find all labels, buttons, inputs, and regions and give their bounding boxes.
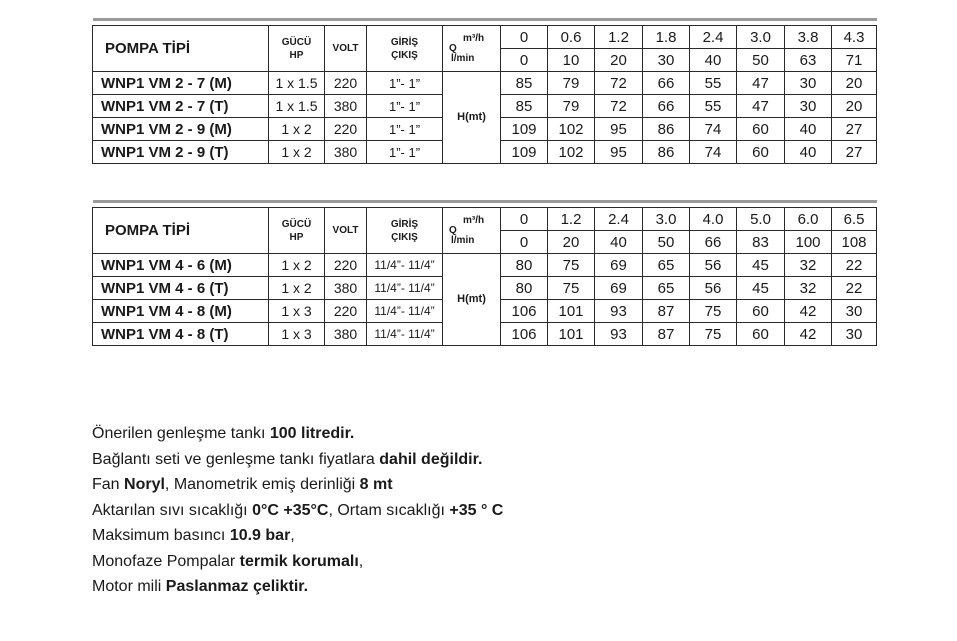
pump-table-vm2 (92, 18, 877, 164)
head-cell: 40 (785, 141, 832, 164)
head-cell: 87 (643, 323, 690, 346)
head-cell: 56 (690, 254, 737, 277)
model-cell: WNP1 VM 4 - 8 (M) (93, 300, 269, 323)
head-cell: 101 (548, 300, 595, 323)
flow-lmin-cell: 0 (501, 231, 548, 254)
note-line: Aktarılan sıvı sıcaklığı 0°C +35°C, Ortam sıcaklığı +35 ° C (92, 501, 504, 519)
head-cell: 47 (737, 95, 785, 118)
inlet-outlet-cell: 1”- 1” (367, 141, 443, 164)
volt-cell: 220 (325, 254, 367, 277)
flow-m3h-cell: 1.2 (548, 208, 595, 231)
head-cell: 75 (548, 277, 595, 300)
flow-m3h-cell: 5.0 (737, 208, 785, 231)
note-line: Önerilen genleşme tankı 100 litredir. (92, 425, 355, 442)
head-cell: 65 (643, 254, 690, 277)
inlet-outlet-cell: 11/4”- 11/4” (367, 254, 443, 277)
head-cell: 85 (501, 72, 548, 95)
head-cell: 79 (548, 72, 595, 95)
table-row (93, 72, 877, 95)
head-cell: 85 (501, 95, 548, 118)
flow-lmin-cell: 40 (690, 49, 737, 72)
header-volt: VOLT (325, 26, 367, 72)
head-label: H(mt) (443, 254, 501, 346)
flow-m3h-cell: 3.0 (737, 26, 785, 49)
model-cell: WNP1 VM 2 - 9 (T) (93, 141, 269, 164)
note-line: Maksimum basıncı 10.9 bar, (92, 527, 295, 544)
volt-cell: 380 (325, 323, 367, 346)
head-cell: 101 (548, 323, 595, 346)
head-cell: 79 (548, 95, 595, 118)
head-cell: 95 (595, 118, 643, 141)
head-cell: 74 (690, 141, 737, 164)
head-cell: 27 (832, 141, 877, 164)
head-cell: 30 (785, 72, 832, 95)
volt-cell: 220 (325, 72, 367, 95)
header-flow-units: m³/h Q l/min (443, 26, 501, 72)
flow-lmin-cell: 108 (832, 231, 877, 254)
volt-cell: 380 (325, 277, 367, 300)
flow-lmin-cell: 50 (643, 231, 690, 254)
head-cell: 30 (785, 95, 832, 118)
head-cell: 30 (832, 300, 877, 323)
head-cell: 86 (643, 141, 690, 164)
volt-cell: 220 (325, 118, 367, 141)
inlet-outlet-cell: 11/4”- 11/4” (367, 277, 443, 300)
power-cell: 1 x 2 (269, 277, 325, 300)
model-cell: WNP1 VM 2 - 9 (M) (93, 118, 269, 141)
head-cell: 27 (832, 118, 877, 141)
head-cell: 60 (737, 118, 785, 141)
head-cell: 22 (832, 254, 877, 277)
power-cell: 1 x 1.5 (269, 95, 325, 118)
inlet-outlet-cell: 11/4”- 11/4” (367, 323, 443, 346)
volt-cell: 380 (325, 141, 367, 164)
head-cell: 42 (785, 300, 832, 323)
flow-m3h-cell: 2.4 (595, 208, 643, 231)
model-cell: WNP1 VM 2 - 7 (M) (93, 72, 269, 95)
head-cell: 75 (690, 300, 737, 323)
flow-m3h-cell: 0.6 (548, 26, 595, 49)
flow-m3h-cell: 4.0 (690, 208, 737, 231)
head-cell: 93 (595, 300, 643, 323)
head-cell: 106 (501, 323, 548, 346)
head-cell: 69 (595, 254, 643, 277)
head-cell: 55 (690, 72, 737, 95)
head-cell: 80 (501, 254, 548, 277)
inlet-outlet-cell: 1”- 1” (367, 118, 443, 141)
flow-lmin-cell: 40 (595, 231, 643, 254)
head-cell: 102 (548, 141, 595, 164)
model-cell: WNP1 VM 4 - 6 (T) (93, 277, 269, 300)
head-cell: 55 (690, 95, 737, 118)
flow-lmin-cell: 30 (643, 49, 690, 72)
header-inlet-outlet: GİRİŞ ÇIKIŞ (367, 26, 443, 72)
head-cell: 66 (643, 95, 690, 118)
head-cell: 45 (737, 277, 785, 300)
flow-lmin-cell: 0 (501, 49, 548, 72)
note-line: Motor mili Paslanmaz çeliktir. (92, 578, 309, 595)
flow-m3h-cell: 2.4 (690, 26, 737, 49)
head-cell: 95 (595, 141, 643, 164)
pump-table-vm4 (92, 200, 877, 346)
head-cell: 66 (643, 72, 690, 95)
head-cell: 56 (690, 277, 737, 300)
volt-cell: 380 (325, 95, 367, 118)
head-label: H(mt) (443, 72, 501, 164)
flow-m3h-cell: 3.0 (643, 208, 690, 231)
head-cell: 80 (501, 277, 548, 300)
head-cell: 72 (595, 95, 643, 118)
flow-m3h-cell: 0 (501, 26, 548, 49)
head-cell: 75 (690, 323, 737, 346)
head-cell: 109 (501, 141, 548, 164)
power-cell: 1 x 2 (269, 141, 325, 164)
head-cell: 42 (785, 323, 832, 346)
head-cell: 72 (595, 72, 643, 95)
header-pump-type: POMPA TİPİ (93, 26, 269, 72)
head-cell: 87 (643, 300, 690, 323)
head-cell: 20 (832, 95, 877, 118)
head-cell: 47 (737, 72, 785, 95)
model-cell: WNP1 VM 2 - 7 (T) (93, 95, 269, 118)
spec-notes (92, 421, 503, 600)
inlet-outlet-cell: 1”- 1” (367, 72, 443, 95)
head-cell: 102 (548, 118, 595, 141)
header-power: GÜCÜ HP (269, 208, 325, 254)
header-power: GÜCÜ HP (269, 26, 325, 72)
power-cell: 1 x 1.5 (269, 72, 325, 95)
power-cell: 1 x 2 (269, 118, 325, 141)
flow-m3h-cell: 1.2 (595, 26, 643, 49)
power-cell: 1 x 2 (269, 254, 325, 277)
flow-lmin-cell: 83 (737, 231, 785, 254)
flow-m3h-cell: 3.8 (785, 26, 832, 49)
flow-lmin-cell: 63 (785, 49, 832, 72)
note-line: Monofaze Pompalar termik korumalı, (92, 552, 364, 570)
flow-lmin-cell: 10 (548, 49, 595, 72)
power-cell: 1 x 3 (269, 300, 325, 323)
power-cell: 1 x 3 (269, 323, 325, 346)
head-cell: 60 (737, 300, 785, 323)
head-cell: 106 (501, 300, 548, 323)
volt-cell: 220 (325, 300, 367, 323)
flow-lmin-cell: 20 (595, 49, 643, 72)
head-cell: 75 (548, 254, 595, 277)
note-line: Fan Noryl, Manometrik emiş derinliği 8 mt (92, 476, 393, 493)
head-cell: 45 (737, 254, 785, 277)
flow-lmin-cell: 20 (548, 231, 595, 254)
head-cell: 60 (737, 141, 785, 164)
head-cell: 30 (832, 323, 877, 346)
head-cell: 109 (501, 118, 548, 141)
head-cell: 74 (690, 118, 737, 141)
flow-m3h-cell: 4.3 (832, 26, 877, 49)
flow-lmin-cell: 71 (832, 49, 877, 72)
flow-lmin-cell: 50 (737, 49, 785, 72)
head-cell: 22 (832, 277, 877, 300)
note-line: Bağlantı seti ve genleşme tankı fiyatlara dahil değildir. (92, 450, 483, 468)
flow-lmin-cell: 100 (785, 231, 832, 254)
head-cell: 40 (785, 118, 832, 141)
flow-m3h-cell: 6.0 (785, 208, 832, 231)
flow-m3h-cell: 0 (501, 208, 548, 231)
head-cell: 65 (643, 277, 690, 300)
table-row (93, 254, 877, 277)
model-cell: WNP1 VM 4 - 8 (T) (93, 323, 269, 346)
head-cell: 86 (643, 118, 690, 141)
head-cell: 69 (595, 277, 643, 300)
head-cell: 32 (785, 277, 832, 300)
flow-m3h-cell: 1.8 (643, 26, 690, 49)
flow-lmin-cell: 66 (690, 231, 737, 254)
header-volt: VOLT (325, 208, 367, 254)
head-cell: 60 (737, 323, 785, 346)
model-cell: WNP1 VM 4 - 6 (M) (93, 254, 269, 277)
inlet-outlet-cell: 1”- 1” (367, 95, 443, 118)
header-inlet-outlet: GİRİŞ ÇIKIŞ (367, 208, 443, 254)
head-cell: 32 (785, 254, 832, 277)
header-pump-type: POMPA TİPİ (93, 208, 269, 254)
inlet-outlet-cell: 11/4”- 11/4” (367, 300, 443, 323)
head-cell: 93 (595, 323, 643, 346)
flow-m3h-cell: 6.5 (832, 208, 877, 231)
header-flow-units: m³/h Q l/min (443, 208, 501, 254)
head-cell: 20 (832, 72, 877, 95)
